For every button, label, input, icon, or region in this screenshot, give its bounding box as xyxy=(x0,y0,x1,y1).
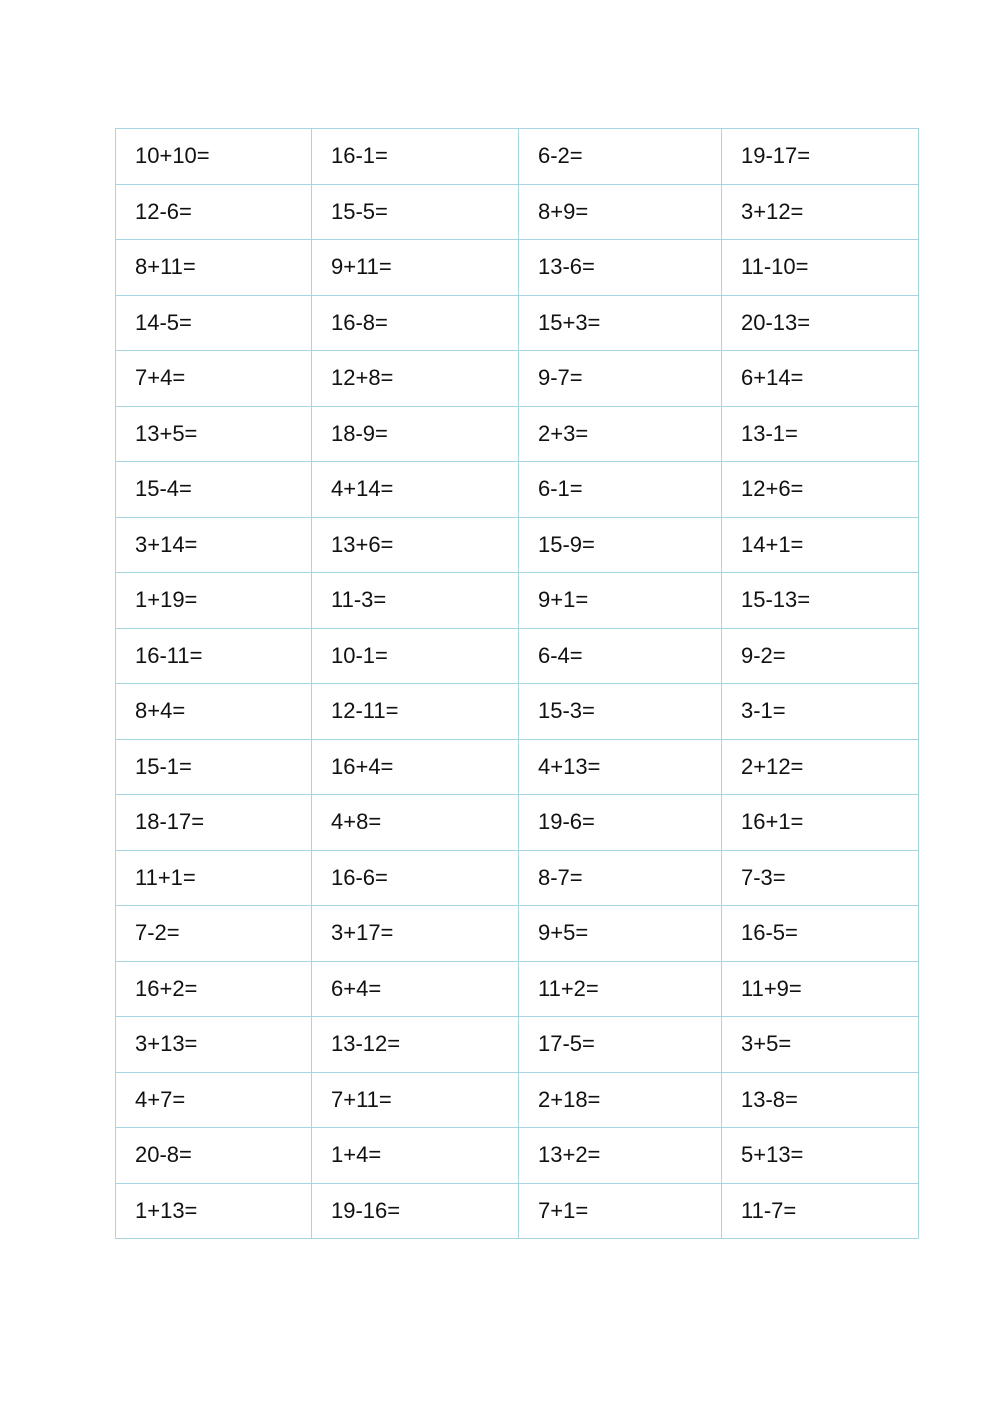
problem-cell: 4+14= xyxy=(312,462,519,518)
problem-cell: 16+4= xyxy=(312,739,519,795)
problem-cell: 16-5= xyxy=(722,906,919,962)
problem-cell: 4+8= xyxy=(312,795,519,851)
problem-cell: 2+18= xyxy=(519,1072,722,1128)
table-row xyxy=(116,129,919,185)
problem-cell: 9+11= xyxy=(312,240,519,296)
problem-cell: 19-17= xyxy=(722,129,919,185)
problem-cell: 20-8= xyxy=(116,1128,312,1184)
problem-cell: 7+4= xyxy=(116,351,312,407)
problem-cell: 8+4= xyxy=(116,684,312,740)
table-row xyxy=(116,517,919,573)
table-row xyxy=(116,795,919,851)
problem-cell: 19-16= xyxy=(312,1183,519,1239)
problem-cell: 15+3= xyxy=(519,295,722,351)
problem-cell: 3+13= xyxy=(116,1017,312,1073)
problem-cell: 4+7= xyxy=(116,1072,312,1128)
problem-cell: 8+11= xyxy=(116,240,312,296)
table-row xyxy=(116,184,919,240)
problem-cell: 9+5= xyxy=(519,906,722,962)
problem-cell: 7+11= xyxy=(312,1072,519,1128)
problem-cell: 10-1= xyxy=(312,628,519,684)
table-row xyxy=(116,1183,919,1239)
problem-cell: 11+2= xyxy=(519,961,722,1017)
table-row xyxy=(116,850,919,906)
problem-cell: 8+9= xyxy=(519,184,722,240)
table-row xyxy=(116,1017,919,1073)
table-row xyxy=(116,684,919,740)
problem-cell: 20-13= xyxy=(722,295,919,351)
table-row xyxy=(116,295,919,351)
problem-cell: 12-11= xyxy=(312,684,519,740)
table-row xyxy=(116,739,919,795)
problem-cell: 16+1= xyxy=(722,795,919,851)
problem-cell: 9-7= xyxy=(519,351,722,407)
problem-cell: 11-3= xyxy=(312,573,519,629)
problem-cell: 19-6= xyxy=(519,795,722,851)
problem-cell: 13+5= xyxy=(116,406,312,462)
problem-cell: 11+9= xyxy=(722,961,919,1017)
problem-cell: 3+5= xyxy=(722,1017,919,1073)
problem-cell: 7+1= xyxy=(519,1183,722,1239)
table-row xyxy=(116,1128,919,1184)
problem-cell: 11+1= xyxy=(116,850,312,906)
problem-cell: 16+2= xyxy=(116,961,312,1017)
problem-cell: 18-17= xyxy=(116,795,312,851)
table-row xyxy=(116,573,919,629)
problem-cell: 7-2= xyxy=(116,906,312,962)
problem-cell: 8-7= xyxy=(519,850,722,906)
problem-cell: 16-11= xyxy=(116,628,312,684)
table-row xyxy=(116,628,919,684)
problem-cell: 13-12= xyxy=(312,1017,519,1073)
problem-cell: 12+8= xyxy=(312,351,519,407)
problem-cell: 10+10= xyxy=(116,129,312,185)
table-row xyxy=(116,240,919,296)
problem-cell: 15-9= xyxy=(519,517,722,573)
problem-cell: 16-8= xyxy=(312,295,519,351)
problem-cell: 9-2= xyxy=(722,628,919,684)
problem-cell: 7-3= xyxy=(722,850,919,906)
problem-cell: 3-1= xyxy=(722,684,919,740)
problem-cell: 3+14= xyxy=(116,517,312,573)
problem-cell: 11-10= xyxy=(722,240,919,296)
problem-cell: 15-4= xyxy=(116,462,312,518)
problem-cell: 16-1= xyxy=(312,129,519,185)
problem-cell: 3+17= xyxy=(312,906,519,962)
arithmetic-worksheet-table xyxy=(115,128,919,1239)
table-row xyxy=(116,906,919,962)
problem-cell: 6-1= xyxy=(519,462,722,518)
table-row xyxy=(116,351,919,407)
problem-cell: 15-1= xyxy=(116,739,312,795)
problem-cell: 15-13= xyxy=(722,573,919,629)
worksheet-body xyxy=(116,129,919,1239)
problem-cell: 6+4= xyxy=(312,961,519,1017)
problem-cell: 13+2= xyxy=(519,1128,722,1184)
problem-cell: 12+6= xyxy=(722,462,919,518)
problem-cell: 13+6= xyxy=(312,517,519,573)
table-row xyxy=(116,961,919,1017)
problem-cell: 15-5= xyxy=(312,184,519,240)
problem-cell: 2+12= xyxy=(722,739,919,795)
problem-cell: 1+13= xyxy=(116,1183,312,1239)
table-row xyxy=(116,1072,919,1128)
problem-cell: 6+14= xyxy=(722,351,919,407)
problem-cell: 13-1= xyxy=(722,406,919,462)
problem-cell: 15-3= xyxy=(519,684,722,740)
problem-cell: 3+12= xyxy=(722,184,919,240)
problem-cell: 1+4= xyxy=(312,1128,519,1184)
problem-cell: 17-5= xyxy=(519,1017,722,1073)
problem-cell: 6-4= xyxy=(519,628,722,684)
problem-cell: 1+19= xyxy=(116,573,312,629)
table-row xyxy=(116,462,919,518)
problem-cell: 14-5= xyxy=(116,295,312,351)
problem-cell: 11-7= xyxy=(722,1183,919,1239)
problem-cell: 12-6= xyxy=(116,184,312,240)
problem-cell: 2+3= xyxy=(519,406,722,462)
problem-cell: 5+13= xyxy=(722,1128,919,1184)
problem-cell: 6-2= xyxy=(519,129,722,185)
problem-cell: 18-9= xyxy=(312,406,519,462)
problem-cell: 16-6= xyxy=(312,850,519,906)
table-row xyxy=(116,406,919,462)
problem-cell: 14+1= xyxy=(722,517,919,573)
problem-cell: 4+13= xyxy=(519,739,722,795)
problem-cell: 9+1= xyxy=(519,573,722,629)
problem-cell: 13-8= xyxy=(722,1072,919,1128)
problem-cell: 13-6= xyxy=(519,240,722,296)
